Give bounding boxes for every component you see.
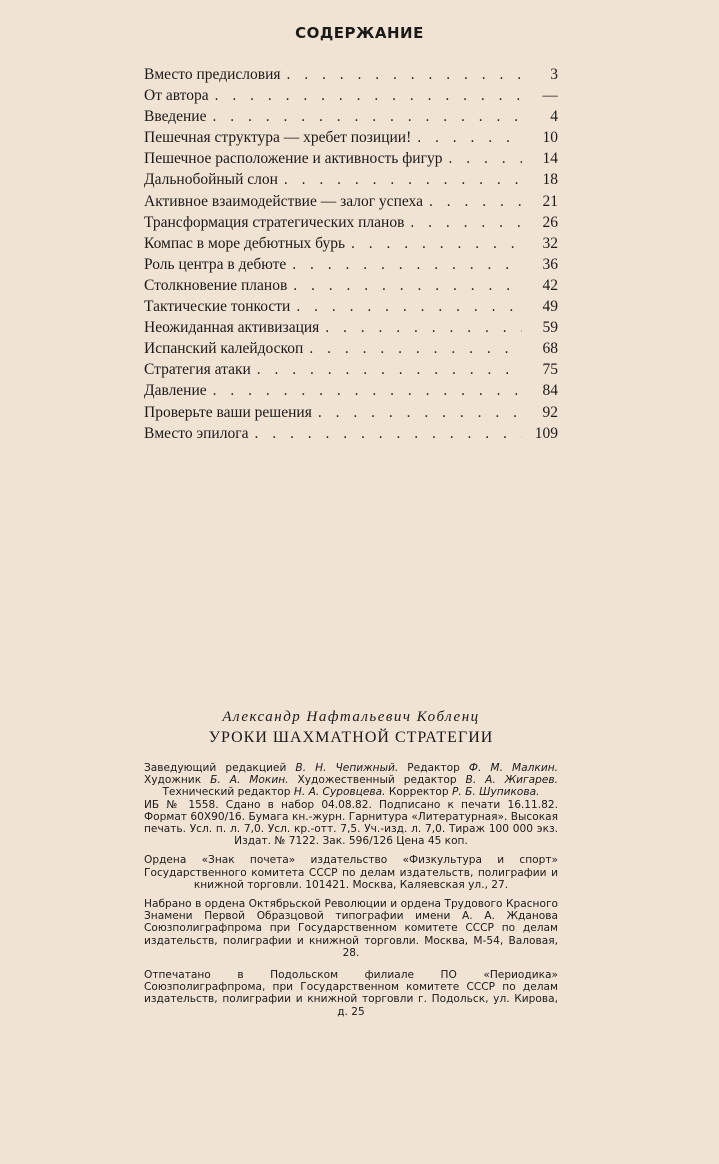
credit-person: В. А. Жигарев. [465, 774, 558, 787]
toc-entry-page: 21 [542, 192, 558, 210]
toc-entry-title: От автора [144, 87, 209, 105]
toc-entry-page: — [542, 87, 558, 105]
toc-entry-page: 26 [542, 213, 558, 231]
toc-leader-dots [212, 106, 522, 127]
toc-entry [144, 85, 558, 106]
toc-leader-dots [448, 148, 522, 169]
toc-entry-title: Роль центра в дебюте [144, 255, 287, 273]
toc-leader-dots [287, 64, 523, 85]
toc-entry-title: Пешечное расположение и активность фигур [144, 150, 443, 168]
toc-entry-page: 42 [542, 276, 558, 294]
toc-leader-dots [213, 380, 522, 401]
toc-entry [144, 169, 558, 190]
toc-entry [144, 233, 558, 254]
toc-entry-page: 10 [542, 129, 558, 147]
toc-entry [144, 212, 558, 233]
toc-entry-title: Тактические тонкости [144, 298, 291, 316]
author-name: Александр Нафтальевич Кобленц [222, 709, 480, 725]
credit-person: Б. А. Мокин. [210, 774, 289, 787]
toc-leader-dots [417, 127, 522, 148]
toc-entry [144, 275, 558, 296]
toc-entry [144, 317, 558, 338]
toc-entry-title: Проверьте ваши решения [144, 403, 312, 421]
toc-entry [144, 423, 558, 444]
credit-person: В. Н. Чепижный. [295, 762, 399, 774]
toc-entry-title: Введение [144, 108, 207, 126]
toc-entry-title: Давление [144, 382, 207, 400]
toc-entry-page: 84 [542, 382, 558, 400]
typeset-paragraph: Набрано в ордена Октябрьской Революции и ордена Трудового Красного Знамени Первой Образцовой типографии имени А. А. Жданова Союзполиграфпрома при Государственном комитете СССР по делам издательств, полиграфии и книжной торговли. Москва, М-54, Валовая, 28. [144, 898, 558, 959]
toc-entry-page: 14 [542, 150, 558, 168]
toc-leader-dots [296, 296, 522, 317]
toc-leader-dots [293, 275, 522, 296]
toc-entry-title: Компас в море дебютных бурь [144, 234, 346, 252]
toc-entry [144, 380, 558, 401]
print-info-paragraph: ИБ № 1558. Сдано в набор 04.08.82. Подписано к печати 16.11.82. Формат 60Х90/16. Бумага кн.-журн. Гарнитура «Литературная». Высокая печать. Усл. п. л. 7,0. Усл. кр.-отт. 7,5. Уч.-изд. л. 7,0. Тираж 100 000 экз. Издат. № 7122. Зак. 596/126 Цена 45 коп. [144, 798, 558, 848]
toc-leader-dots [410, 212, 522, 233]
toc-entry-page: 3 [550, 66, 558, 83]
table-of-contents [144, 64, 558, 444]
toc-entry-title: Вместо предисловия [144, 66, 281, 83]
toc-leader-dots [351, 233, 522, 254]
toc-entry-page: 36 [542, 255, 558, 273]
printed-paragraph: Отпечатано в Подольском филиале ПО «Периодика» Союзполиграфпрома, при Государственном комитете СССР по делам издательств, полиграфии и книжной торговли г. Подольск, ул. Кирова, д. 25 [144, 969, 558, 1018]
toc-leader-dots [257, 359, 522, 380]
credit-person: Н. А. Суровцева. [293, 786, 386, 799]
credit-person: Р. Б. Шупикова. [452, 786, 540, 799]
imprint [144, 709, 558, 1018]
toc-entry [144, 254, 558, 275]
toc-entry [144, 402, 558, 423]
toc-entry-page: 68 [542, 340, 558, 358]
credit-role: Технический редактор [162, 786, 294, 799]
credits-paragraph [144, 762, 558, 799]
toc-entry-page: 4 [550, 108, 558, 126]
toc-leader-dots [284, 169, 522, 190]
credit-role: Художественный редактор [288, 774, 466, 787]
credit-role: Корректор [385, 786, 452, 799]
toc-leader-dots [215, 85, 522, 106]
toc-entry-title: Неожиданная активизация [144, 319, 320, 337]
toc-entry-title: Активное взаимодействие — залог успеха [144, 192, 423, 210]
toc-entry [144, 191, 558, 212]
toc-entry-page: 75 [542, 361, 558, 379]
toc-entry-page: 18 [542, 171, 558, 189]
page-title: СОДЕРЖАНИЕ [295, 24, 424, 42]
toc-entry-title: Дальнобойный слон [144, 171, 278, 189]
toc-entry-page: 49 [542, 298, 558, 316]
credit-role: Редактор [398, 762, 469, 774]
credit-role: Художник [144, 774, 211, 787]
toc-entry-page: 59 [542, 319, 558, 337]
credit-role: Заведующий редакцией [144, 762, 296, 774]
toc-entry [144, 64, 558, 85]
toc-entry [144, 106, 558, 127]
toc-leader-dots [254, 423, 522, 444]
credit-person: Ф. М. Малкин. [468, 762, 558, 774]
toc-entry-page: 32 [542, 234, 558, 252]
toc-leader-dots [309, 338, 522, 359]
toc-entry-title: Вместо эпилога [144, 424, 249, 442]
toc-entry-title: Трансформация стратегических планов [144, 213, 405, 231]
toc-entry-title: Испанский калейдоскоп [144, 340, 304, 358]
toc-entry [144, 338, 558, 359]
toc-entry-page: 92 [542, 403, 558, 421]
toc-leader-dots [292, 254, 522, 275]
toc-leader-dots [318, 402, 522, 423]
toc-leader-dots [429, 191, 522, 212]
toc-entry-title: Столкновение планов [144, 276, 288, 294]
publisher-paragraph: Ордена «Знак почета» издательство «Физкультура и спорт» Государственного комитета СССР по делам издательств, полиграфии и книжной торговли. 101421. Москва, Каляевская ул., 27. [144, 854, 558, 891]
toc-entry [144, 296, 558, 317]
toc-entry-page: 109 [534, 424, 558, 442]
toc-entry [144, 359, 558, 380]
toc-entry [144, 148, 558, 169]
toc-leader-dots [325, 317, 522, 338]
toc-entry-title: Стратегия атаки [144, 361, 251, 379]
toc-entry [144, 127, 558, 148]
book-title: УРОКИ ШАХМАТНОЙ СТРАТЕГИИ [208, 729, 494, 746]
toc-entry-title: Пешечная структура — хребет позиции! [144, 129, 412, 147]
